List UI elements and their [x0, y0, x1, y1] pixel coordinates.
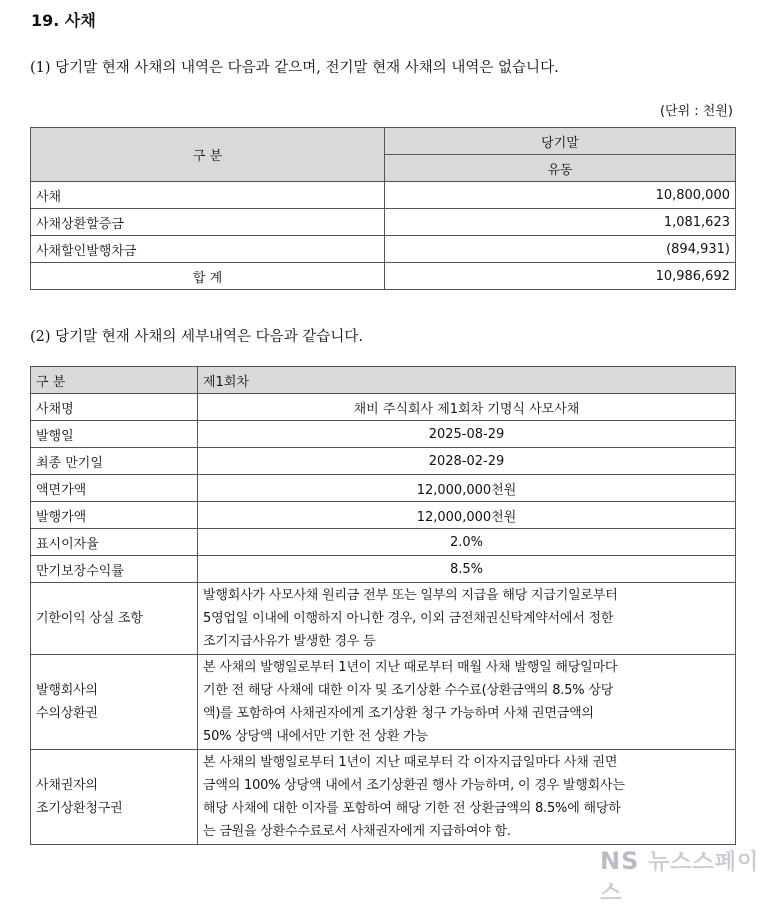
table-row-issuer-call-option: [31, 655, 736, 750]
table-row: [31, 209, 736, 236]
row-label: 사채명: [31, 394, 198, 421]
row-value: [198, 655, 736, 750]
row-label: 사채할인발행차금: [31, 236, 385, 263]
paragraph-2: (2) 당기말 현재 사채의 세부내역은 다음과 같습니다.: [30, 329, 363, 345]
text-line: 기한 전 해당 사채에 대한 이자 및 조기상환 수수료(상환금액의 8.5% 상당: [203, 683, 614, 698]
row-label: 만기보장수익률: [31, 556, 198, 583]
text-line: 본 사채의 발행일로부터 1년이 지난 때로부터 각 이자지급일마다 사채 권면: [203, 755, 618, 770]
row-value: (894,931): [385, 236, 736, 263]
row-value: 12,000,000천원: [198, 502, 736, 529]
row-value: 12,000,000천원: [198, 475, 736, 502]
watermark-mark: NS: [600, 847, 640, 875]
text-line: 발행회사가 사모사채 원리금 전부 또는 일부의 지급을 해당 지급기일로부터: [203, 588, 618, 603]
text-line: 본 사채의 발행일로부터 1년이 지난 때로부터 매월 사채 발행일 해당일마다: [203, 660, 618, 675]
label-line: 기한이익 상실 조항: [36, 611, 143, 626]
table-row: [31, 529, 736, 556]
table-row: [31, 475, 736, 502]
row-label: 표시이자율: [31, 529, 198, 556]
table1-header-sub: 유동: [385, 155, 736, 182]
text-line: 조기지급사유가 발생한 경우 등: [203, 634, 376, 649]
row-value: [198, 750, 736, 845]
total-label: 합 계: [31, 263, 385, 290]
text-line: 금액의 100% 상당액 내에서 조기상환권 행사 가능하며, 이 경우 발행회사는: [203, 778, 625, 793]
row-label: 최종 만기일: [31, 448, 198, 475]
total-value: 10,986,692: [385, 263, 736, 290]
bond-summary-table: [30, 127, 736, 290]
row-value: 1,081,623: [385, 209, 736, 236]
table1-header-category: 구 분: [31, 128, 385, 182]
row-value: 2028-02-29: [198, 448, 736, 475]
row-label: 액면가액: [31, 475, 198, 502]
paragraph-1: (1) 당기말 현재 사채의 내역은 다음과 같으며, 전기말 현재 사채의 내역은 없습니다.: [30, 60, 559, 76]
table2-header-category: 구 분: [31, 367, 198, 394]
text-line: 는 금원을 상환수수료로서 사채권자에게 지급하여야 함.: [203, 824, 511, 839]
row-value: [198, 583, 736, 655]
text-line: 액)를 포함하여 사채권자에게 조기상환 청구 가능하며 사채 권면금액의: [203, 706, 594, 721]
row-label: 사채상환할증금: [31, 209, 385, 236]
row-label: 발행가액: [31, 502, 198, 529]
text-line: 해당 사채에 대한 이자를 포함하여 해당 기한 전 상환금액의 8.5%에 해당하: [203, 801, 621, 816]
watermark: [600, 845, 775, 907]
watermark-text: 뉴스스페이스: [600, 850, 760, 906]
table-row: [31, 236, 736, 263]
label-line: 발행회사의: [36, 683, 98, 698]
row-value: 2.0%: [198, 529, 736, 556]
row-value: 8.5%: [198, 556, 736, 583]
label-line: 수의상환권: [36, 706, 98, 721]
row-value: 채비 주식회사 제1회차 기명식 사모사채: [198, 394, 736, 421]
row-value: 10,800,000: [385, 182, 736, 209]
row-value: 2025-08-29: [198, 421, 736, 448]
row-label: [31, 583, 198, 655]
table-row: [31, 421, 736, 448]
row-label: 사채: [31, 182, 385, 209]
bond-detail-table: [30, 366, 736, 845]
table-row: [31, 556, 736, 583]
table-total-row: [31, 263, 736, 290]
table-row-holder-put-option: [31, 750, 736, 845]
unit-label: (단위 : 천원): [659, 104, 733, 119]
text-line: 5영업일 이내에 이행하지 아니한 경우, 이외 금전채권신탁계약서에서 정한: [203, 611, 614, 626]
table2-header-value: 제1회차: [198, 367, 736, 394]
label-line: 사채권자의: [36, 778, 98, 793]
row-label: [31, 655, 198, 750]
row-label: [31, 750, 198, 845]
table-row: [31, 182, 736, 209]
table-row: [31, 448, 736, 475]
table-row-acceleration-clause: [31, 583, 736, 655]
table1-header-period: 당기말: [385, 128, 736, 155]
section-title: 19. 사채: [31, 11, 96, 30]
row-label: 발행일: [31, 421, 198, 448]
text-line: 50% 상당액 내에서만 기한 전 상환 가능: [203, 729, 428, 744]
label-line: 조기상환청구권: [36, 801, 123, 816]
table-row: [31, 394, 736, 421]
table-row: [31, 502, 736, 529]
